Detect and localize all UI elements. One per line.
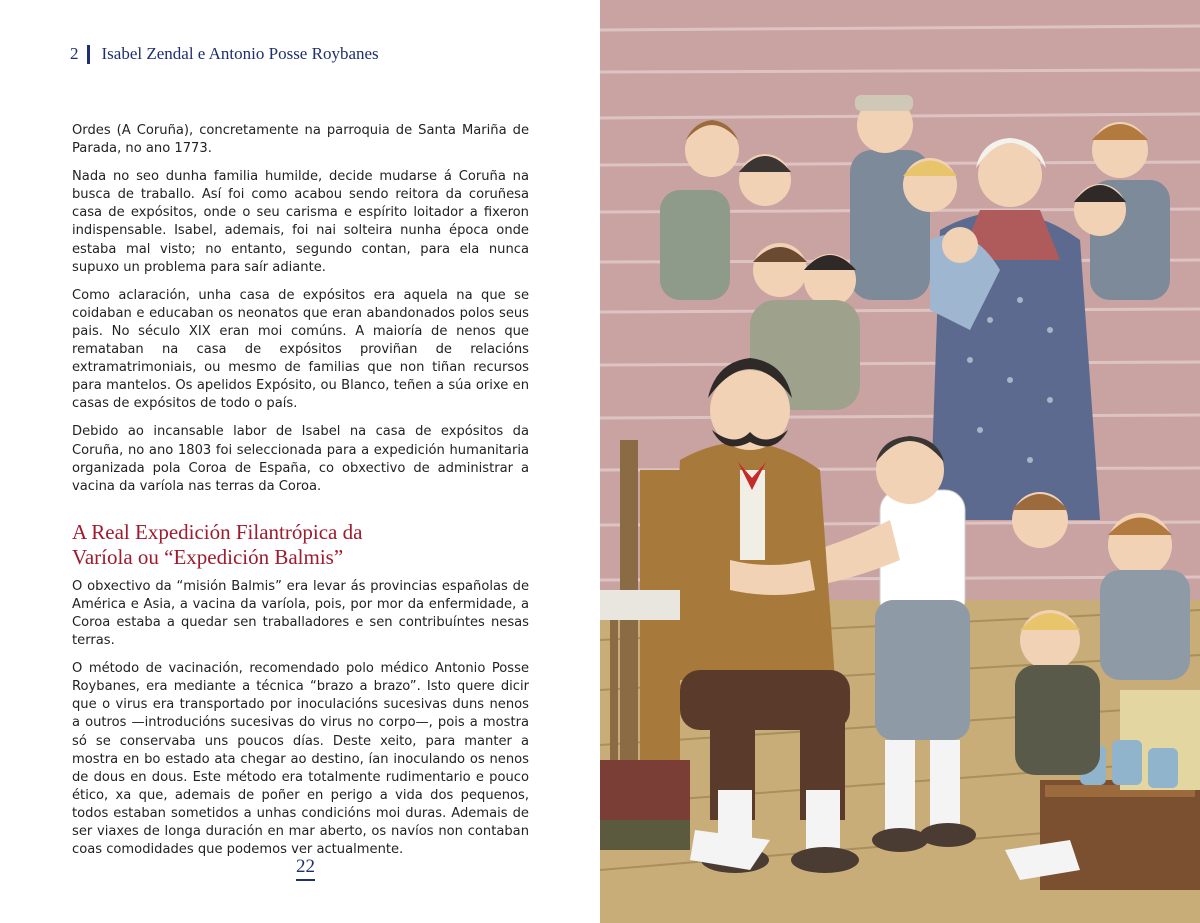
paragraph: Debido ao incansable labor de Isabel na casa de expósitos da Coruña, no ano 1803 foi seleccionada para a expedición humanitaria organizada pola Coroa de España, co obxectivo de administrar a vacina da varíola nas terras da Coroa.	[72, 424, 529, 494]
vaccination-scene-illustration	[600, 0, 1200, 923]
paragraph: O método de vacinación, recomendado polo médico Antonio Posse Roybanes, era mediante a técnica “brazo a brazo”. Isto quere dicir que o virus era transportado por inoculacións sucesivas duns nenos a outros —introducións sucesivas do virus no corpo—, pois a mostra só se conservaba uns poucos días. Deste xeito, para manter a mostra en bo estado ata chegar ao destino, ían inoculando os nenos de dous en dous. Este método era totalmente rudimentario e pouco ético, xa que, ademais de poñer en perigo a vida dos pequenos, todos estaban sometidos a unhas condicións moi duras. Ademais de ser viaxes de longa duración en mar aberto, os navíos non contaban coas comodidades que podemos ver actualmente.	[72, 661, 529, 858]
paragraph: Como aclaración, unha casa de expósitos era aquela na que se coidaban e educaban os neonatos que eran abandonados polos seus pais. No século XIX eran moi comúns. A maioría de nenos que remataban na casa de expósitos proviñan de relacións extramatrimoniais, ou mesmo de familias que non tiñan recursos para mantelos. Os apelidos Expósito, ou Blanco, teñen a súa orixe en casas de expósitos de todo o país.	[72, 287, 529, 412]
folio-page-number: 22	[296, 856, 315, 881]
running-header	[70, 44, 379, 64]
paragraph: O obxectivo da “misión Balmis” era levar ás provincias españolas de América e Asia, a vacina da varíola, pois, por mor da enfermidade, a Coroa estaba a quedar sen traballadores e sen contribuíntes nesas terras.	[72, 578, 529, 649]
body-text	[72, 122, 529, 869]
section-heading-line2: Varíola ou “Expedición Balmis”	[72, 544, 344, 569]
header-title: Isabel Zendal e Antonio Posse Roybanes	[101, 44, 379, 63]
header-page-number: 2	[70, 44, 79, 63]
paragraph: Nada no seo dunha familia humilde, decide mudarse á Coruña na busca de traballo. Así foi como acabou sendo reitora da coruñesa casa de expósitos, onde o seu carisma e espírito loitador a fixeron indispensable. Isabel, ademais, foi nai solteira nunha época onde estaba mal visto; no entanto, segundo contan, para ela nunca supuxo un problema para saír adiante.	[72, 169, 529, 275]
header-divider	[87, 45, 90, 64]
paragraph: Ordes (A Coruña), concretamente na parroquia de Santa Mariña de Parada, no ano 1773.	[72, 123, 529, 157]
section-heading	[72, 520, 529, 570]
section-heading-line1: A Real Expedición Filantrópica da	[72, 519, 363, 544]
illustration-page	[600, 0, 1200, 923]
